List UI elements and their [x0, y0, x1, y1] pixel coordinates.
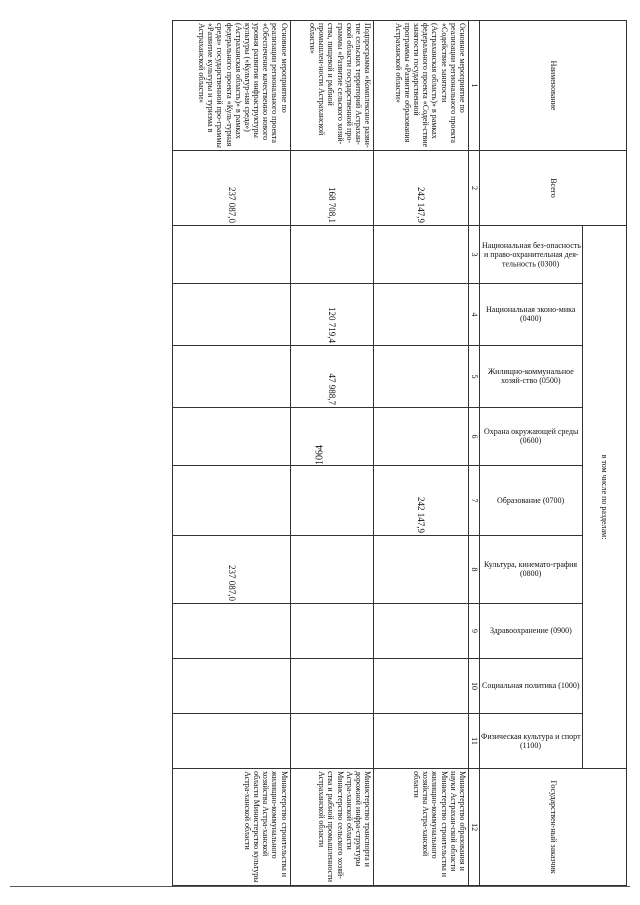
- header-total: Всего: [480, 151, 627, 226]
- header-col-1000: Социальная политика (1000): [480, 659, 583, 714]
- column-number: 12: [469, 769, 480, 886]
- table-row: [374, 21, 469, 886]
- row-name: Основное мероприятие по реализации регионального проекта «Содействие занятости (Астраханская область)» в рамках федерального проекта «Содей-ствие занятости государственной программы «Развитие образования Астраханской области»: [374, 21, 469, 151]
- row-value-0300: [374, 226, 469, 284]
- row-value-1100: [374, 714, 469, 769]
- row-customer: Министерство строительства и жилищно-коммунального хозяйства Астра-ханской области Министерство культуры Астра-ханской области: [173, 769, 291, 886]
- table-row: [173, 21, 291, 886]
- row-value-0600: [290, 408, 373, 466]
- row-value-0900: [374, 604, 469, 659]
- rotated-table-container: [172, 20, 627, 885]
- row-value-0500: [374, 346, 469, 408]
- row-value-1000: [374, 659, 469, 714]
- row-total: 168 708,1: [290, 151, 373, 226]
- row-name: Основное мероприятие по реализации регионального проекта «Обеспечение качественно нового уровня развития инфраструктуры культуры («Культур-ная среда») (Астраханская область)» в рамках федерального проекта «Куль-турная среда» государственной про-граммы «Развитие культуры и туризма в Астраханской области»: [173, 21, 291, 151]
- page-number: 1064: [314, 445, 326, 465]
- header-group-label: в том числе по разделам:: [583, 226, 627, 769]
- row-value-0900: [290, 604, 373, 659]
- header-col-0400: Национальная эконо-мика (0400): [480, 284, 583, 346]
- row-value-0300: [173, 226, 291, 284]
- header-col-0900: Здравоохранение (0900): [480, 604, 583, 659]
- row-value-0400: [374, 284, 469, 346]
- row-customer: Министерство транспорта и дорожной инфра-структуры Астра-ханской области Министерство сельского хозяй-ства и рыбной промышленности Астраханской области: [290, 769, 373, 886]
- column-number: 11: [469, 714, 480, 769]
- budget-table: [172, 20, 627, 886]
- column-number: 3: [469, 226, 480, 284]
- column-number: 7: [469, 466, 480, 536]
- row-value-0800: [374, 536, 469, 604]
- row-value-1000: [290, 659, 373, 714]
- footer-divider: [10, 886, 630, 887]
- row-value-0500: [173, 346, 291, 408]
- row-value-0300: [290, 226, 373, 284]
- row-value-0800: [290, 536, 373, 604]
- row-name: Подпрограмма «Комплексное разви-тие сельских территорий Астрахан-ской области государственной про-граммы «Развитие сельского хозяй-ства, пищевой и рыбной промышлен-ности Астраханской области»: [290, 21, 373, 151]
- header-col-1100: Физическая культура и спорт (1100): [480, 714, 583, 769]
- header-name: Наименование: [480, 21, 627, 151]
- row-value-1100: [173, 714, 291, 769]
- column-number: 4: [469, 284, 480, 346]
- row-value-0700: [173, 466, 291, 536]
- header-col-0500: Жилищно-коммунальное хозяй-ство (0500): [480, 346, 583, 408]
- row-value-0500: 47 988,7: [290, 346, 373, 408]
- row-value-0600: [374, 408, 469, 466]
- row-value-0400: [173, 284, 291, 346]
- row-customer: Министерство образования и науки Астрахан-ской области Министерство строительства и жилищно-коммунального хозяйства Астра-ханской области: [374, 769, 469, 886]
- column-number-row: [469, 21, 480, 886]
- column-number: 9: [469, 604, 480, 659]
- header-col-0300: Национальная без-опасность и право-охранительная дея-тельность (0300): [480, 226, 583, 284]
- row-total: 237 087,0: [173, 151, 291, 226]
- row-total: 242 147,9: [374, 151, 469, 226]
- header-col-0600: Охрана окружающей среды (0600): [480, 408, 583, 466]
- row-value-0400: 120 719,4: [290, 284, 373, 346]
- row-value-1100: [290, 714, 373, 769]
- header-col-0800: Культура, кинемато-графия (0800): [480, 536, 583, 604]
- column-number: 6: [469, 408, 480, 466]
- row-value-1000: [173, 659, 291, 714]
- column-number: 1: [469, 21, 480, 151]
- table-row: [290, 21, 373, 886]
- row-value-0700: 242 147,9: [374, 466, 469, 536]
- row-value-0800: 237 087,0: [173, 536, 291, 604]
- row-value-0900: [173, 604, 291, 659]
- column-number: 5: [469, 346, 480, 408]
- column-number: 10: [469, 659, 480, 714]
- column-number: 2: [469, 151, 480, 226]
- header-col-0700: Образование (0700): [480, 466, 583, 536]
- row-value-0600: [173, 408, 291, 466]
- header-customer: Государствен-ный заказчик: [480, 769, 627, 886]
- column-number: 8: [469, 536, 480, 604]
- row-value-0700: [290, 466, 373, 536]
